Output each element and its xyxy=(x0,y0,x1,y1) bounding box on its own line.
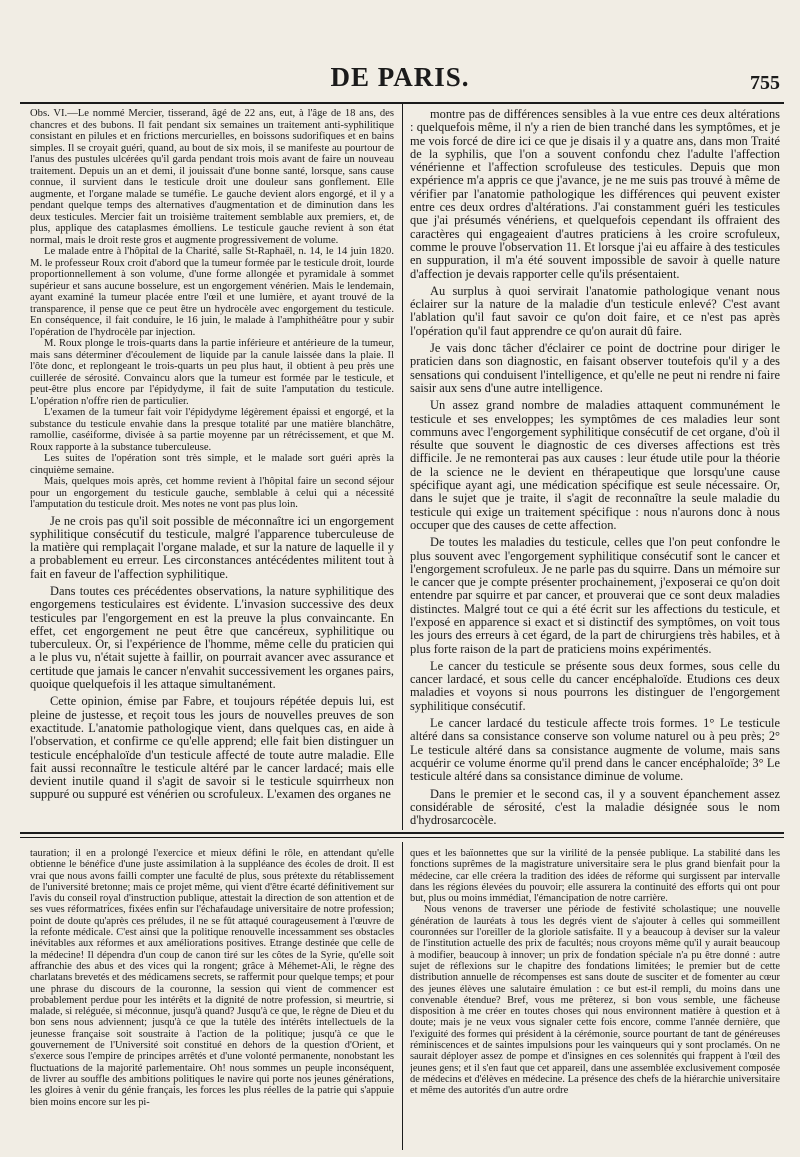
paragraph: Le cancer lardacé du testicule affecte trois formes. 1° Le testicule altéré dans sa consistance conserve son volume naturel ou à peu près; 2° Le testicule altéré dans sa consistance augmente de volume, mais sans acquérir ce volume énorme qu'il prend dans le cancer encéphaloïde; 3° Le testicule altéré dans sa consistance diminue de volume. xyxy=(410,716,780,784)
bottom-left-column xyxy=(30,848,394,1148)
paragraph: tauration; il en a prolongé l'exercice et mieux défini le rôle, en attendant qu'elle obtienne le bénéfice d'une juste assimilation à la suppléance des écoles de droit. Il est vrai que nous avons failli compter une faculté de plus, sous prétexte du rétablissement de l'université bretonne; mais ce projet même, qui vient d'être écarté définitivement sur l'avis du conseil royal d'instruction publique, attestait la direction de son attention et de ses vues réformatrices, fixées enfin sur l'échafaudage universitaire de notre profession; point de doute qu'après ces préludes, il ne se fût attaqué courageusement à l'œuvre de la refonte médicale. C'est ainsi que la politique renouvelle incessamment ses obstacles inévitables aux réformes et aux améliorations positives. Etrange destinée que celle de la médecine! Il dépendra d'un coup de canon tiré sur les côtes de la Syrie, qu'elle soit affranchie des abus et des vices qui la rongent; grâce à Méhemet-Ali, le règne des charlatans brevetés et des médicamens secrets, se raffermit pour quelque temps; et pour une phrase du discours de la couronne, la session qui vient de commencer est probablement perdue pour les intérêts et la dignité de notre profession, si meurtrie, si malade, si reléguée, si méconnue, jusqu'à quand? Jusqu'à ce que, le règne de Dieu et du bon sens nous adviennent; jusqu'à ce que la tutèle des intérêts intellectuels de la jeunesse française soit soustraite à l'action de la politique; jusqu'à ce que le gouvernement de l'Université soit constitué en dehors de la question d'Orient, et s'exerce sous l'empire de principes arrêtés et d'une volonté permanente, nonobstant les fluctuations de la majorité parlementaire. Oh! nous sommes un peuple inconséquent, de livrer au souffle des ambitions politiques le navire qui porte nos jeunes générations, les gloires à venir du génie français, les forces les plus réelles de la patrie qui s'appuie bien moins encore sur les pi- xyxy=(30,848,394,1108)
paragraph: L'examen de la tumeur fait voir l'épidydyme légèrement épaissi et engorgé, et la substance du testicule envahie dans la presque totalité par une matière blanchâtre, ramollie, caséiforme, divisée à sa partie moyenne par un rétrécissement, et que M. Roux rapporte à la substance tuberculeuse. xyxy=(30,407,394,453)
paragraph: Cette opinion, émise par Fabre, et toujours répétée depuis lui, est pleine de justesse, et reçoit tous les jours de nouvelles preuves de son exactitude. L'anatomie pathologique vient, dans quelques cas, en aide à l'observation, et confirme ce qu'elle apprend; elle fait bien distinguer un testicule encéphaloïde d'un testicule affecté de toute autre maladie. Elle fait aussi reconnaître le testicule altéré par le cancer lardacé; mais elle devient inutile quand il s'agit de savoir si le testicule squirrheux non suppuré ou suppuré est vénérien ou scrofuleux. L'examen des organes ne xyxy=(30,694,394,802)
top-left-column xyxy=(30,108,394,828)
paragraph: Les suites de l'opération sont très simple, et le malade sort guéri après la cinquième semaine. xyxy=(30,453,394,476)
section-rule-thin xyxy=(20,837,784,838)
paragraph: Je ne crois pas qu'il soit possible de méconnaître ici un engorgement syphilitique consécutif du testicule, malgré l'apparence tuberculeuse de la matière qui remplaçait l'organe malade, et sur la nature de laquelle il y a probablement eu erreur. Les circonstances antécédentes militent tout à fait en faveur de l'affection syphilitique. xyxy=(30,513,394,581)
paragraph: Nous venons de traverser une période de festivité scholastique; une nouvelle génération de lauréats à tous les degrés vient de s'ajouter à celles qui sommeillent couronnées sur l'oreiller de la gloriole satisfaite. Il y a beaucoup à deviser sur la valeur de l'institution actuelle des prix de facultés; nous croyons même qu'il y aurait beaucoup à modifier, beaucoup à innover; un prix de fondation spéciale n'a pu être donné : autre sujet de réflexions sur le chapitre des fondations limitées; le premier but de cette distribution annuelle de récompenses est sans doute de susciter et de fomenter au cœur des jeunes élèves une salutaire émulation : ce but est-il rempli, du moins dans une convenable étendue? Bref, vous me prêterez, si bon vous semble, une fâcheuse disposition à me créer en toutes choses qui nous environnent matière à question et à doute; mais je ne veux vous signaler cette fois encore, comme l'année dernière, que l'exiguité des formes qui président à la cérémonie, source pourtant de tant de généreuses réminiscences et de saintes impulsions pour les vainqueurs qui y sont proclamés. On ne saurait déployer assez de pompe et d'insignes en ces solennités qui frappent à l'œil des jeunes gens; et il s'en faut que cet appareil, dans une assemblée exclusivement composée de médecins et d'élèves en médecine. La présence des chefs de la hiérarchie universitaire et même des autorités d'un autre ordre xyxy=(410,904,780,1097)
column-divider xyxy=(402,842,403,1150)
paragraph: Un assez grand nombre de maladies attaquent communément le testicule et ses enveloppes; les symptômes de ces maladies leur sont communs avec l'engorgement syphilitique consécutif de cet organe, d'où il résulte que souvent le diagnostic de ces diverses affections est très difficile. Je ne remonterai pas aux causes : leur étude utile pour la théorie de la science ne le devient en thérapeutique que lorsqu'une cause spécifique ayant agi, une médication spécifique est seule nécessaire. Or, dans le sujet que je traite, il s'agit de reconnaître la seule maladie du testicule qui exige un traitement spécifique : nous n'aurons donc à nous occuper que des causes de cette affection. xyxy=(410,398,780,532)
paragraph: Je vais donc tâcher d'éclairer ce point de doctrine pour diriger le praticien dans son diagnostic, en faisant observer toutefois qu'il y a des sensations qui conduisent l'intelligence, et qu'elle ne peut ni rendre ni faire saisir aux sens d'une autre intelligence. xyxy=(410,341,780,395)
paragraph: montre pas de différences sensibles à la vue entre ces deux altérations : quelquefois même, il n'y a rien de bien tranché dans les symptômes, et je me vois forcé de dire ici ce que je disais il y a quatre ans, dans mon Traité de la syphilis, que l'on a souvent confondu chez l'adulte l'affection vénérienne et l'affection scrofuleuse des testicules. Depuis que mon expérience m'a appris ce que j'avance, je ne me suis pas trouvé à même de vérifier par l'anatomie pathologique les différences qui peuvent exister entre ces deux ordres d'altérations. J'ai constamment guéri les testicules que j'ai présumés vénériens, et quelquefois cependant ils offraient des caractères qui engageaient d'autres praticiens à les croire scrofuleux, comme le prouve l'observation 11. Et lorsque j'ai eu affaire à des testicules en suppuration, il m'a été souvent impossible de savoir à quelle nature d'affection je devais rapporter celle qu'ils présentaient. xyxy=(410,108,780,281)
paragraph: Dans toutes ces précédentes observations, la nature syphilitique des engorgemens testiculaires est évidente. L'invasion successive des deux testicules par l'engorgement en est la preuve la plus convaincante. En effet, cet engorgement ne peut être que cancéreux, syphilitique ou tuberculeux. Or, si l'expérience de l'homme, même celle du praticien qui a le plus vu, n'était sujette à faillir, on pourrait avancer avec assurance et certitude que jamais le cancer n'envahit successivement les organes pairs, quoique quelquefois il les attaque simultanément. xyxy=(30,583,394,692)
paragraph: Au surplus à quoi servirait l'anatomie pathologique venant nous éclairer sur la nature de la maladie d'un testicule enlevé? C'est avant l'ablation qu'il faut savoir ce qu'on doit faire, et ce n'est pas après l'opération qu'il faut apprendre ce qu'on aurait dû faire. xyxy=(410,283,780,338)
top-right-column xyxy=(410,108,780,828)
paragraph: Le malade entre à l'hôpital de la Charité, salle St-Raphaël, n. 14, le 14 juin 1820. M. le professeur Roux croit d'abord que la tumeur formée par le testicule droit, lourde proportionnellement à son volume, d'une forme allongée et pyramidale à sommet supérieur et sans aucune bosselure, est un engorgement vénérien. Mais le lendemain, ayant examiné la tumeur placée entre l'œil et une lumière, et ayant trouvé de la transparence, il pense que ce peut être un hydrocèle avec engorgement du testicule. En conséquence, il fait conduire, le 16 juin, le malade à l'amphithéâtre pour y subir l'opération de l'hydrocèle par injection. xyxy=(30,246,394,338)
page-number: 755 xyxy=(750,72,780,94)
paragraph: M. Roux plonge le trois-quarts dans la partie inférieure et antérieure de la tumeur, mais sans déterminer d'écoulement de liquide par la canule laissée dans la plaie. Il l'ôte donc, et replongeant le trois-quarts un peu plus haut, il obtient à peu près une cuillerée de sérosité. Convaincu alors que la tumeur est formée par le testicule, et peut-être plus encore par l'épidydyme, il fait de suite l'amputation du testicule. L'opération n'offre rien de particulier. xyxy=(30,338,394,407)
running-head-title: DE PARIS. xyxy=(330,62,470,92)
paragraph: ques et les baïonnettes que sur la virilité de la pensée publique. La stabilité dans les fonctions suprêmes de la magistrature universitaire sera le plus grand bienfait pour la médecine, car elle créera la tradition des idées de réforme qui surgissent par intervalle dans les régions élevées du pouvoir; elle assurera la continuité des efforts qui ont pour but, plus ou moins immédiat, l'émancipation de notre carrière. xyxy=(410,848,780,905)
paragraph: Obs. VI.—Le nommé Mercier, tisserand, âgé de 22 ans, eut, à l'âge de 18 ans, des chancres et des bubons. Il fait pendant six semaines un traitement anti-syphilitique consistant en pilules et en frictions mercurielles, en boissons sudorifiques et en bains simples. Il se croyait guéri, quand, au bout de six mois, il se manifeste au pourtour de l'anus des pustules ulcérées qu'il garda pendant trois mois avant de faire un nouveau traitement. Depuis un an et demi, il jouissait d'une bonne santé, lorsque, sans cause connue, il survient dans le testicule droit une douleur sans gonflement. Elle augmente, et l'organe malade se tuméfie. Le gauche devient alors engorgé, et il y a pendant quelque temps des alternatives d'augmentation et de diminution dans les deux testicules. Mercier fait un troisième traitement semblable aux premiers, et, de plus, applique des cataplasmes émolliens. Le testicule gauche revient à son état normal, mais le droit reste gros et augmente progressivement de volume. xyxy=(30,108,394,246)
paragraph: De toutes les maladies du testicule, celles que l'on peut confondre le plus souvent avec l'engorgement syphilitique consécutif sont le cancer et l'engorgement scrofuleux. Je ne parle pas du squirre. Dans un mémoire sur le cancer que je compte présenter prochainement, j'exposerai ce qu'on doit entendre par squirre et par cancer, et prouverai que ce sont deux maladies distinctes. Malgré tout ce qui a été écrit sur les affections du testicule, et l'exposé en apparence si exact et si distinctif des symptômes, on voit tous les jours des erreurs à cet égard, de la part de chirurgiens très habiles, et à plus forte raison de la part de praticiens moins expérimentés. xyxy=(410,535,780,656)
bottom-right-column xyxy=(410,848,780,1148)
column-divider xyxy=(402,104,403,830)
paragraph: Dans le premier et le second cas, il y a souvent épanchement assez considérable de sérosité, c'est la maladie désignée sous le nom d'hydrosarcocèle. xyxy=(410,786,780,828)
paragraph: Le cancer du testicule se présente sous deux formes, sous celle du cancer lardacé, et sous celle du cancer encéphaloïde. Etudions ces deux maladies et voyons si nous pourrons les distinguer de l'engorgement syphilitique consécutif. xyxy=(410,658,780,713)
section-rule xyxy=(20,832,784,834)
paragraph: Mais, quelques mois après, cet homme revient à l'hôpital faire un second séjour pour un engorgement du testicule gauche, semblable à celui qui a nécessité l'amputation du testicule droit. Mes notes ne vont pas plus loin. xyxy=(30,476,394,510)
